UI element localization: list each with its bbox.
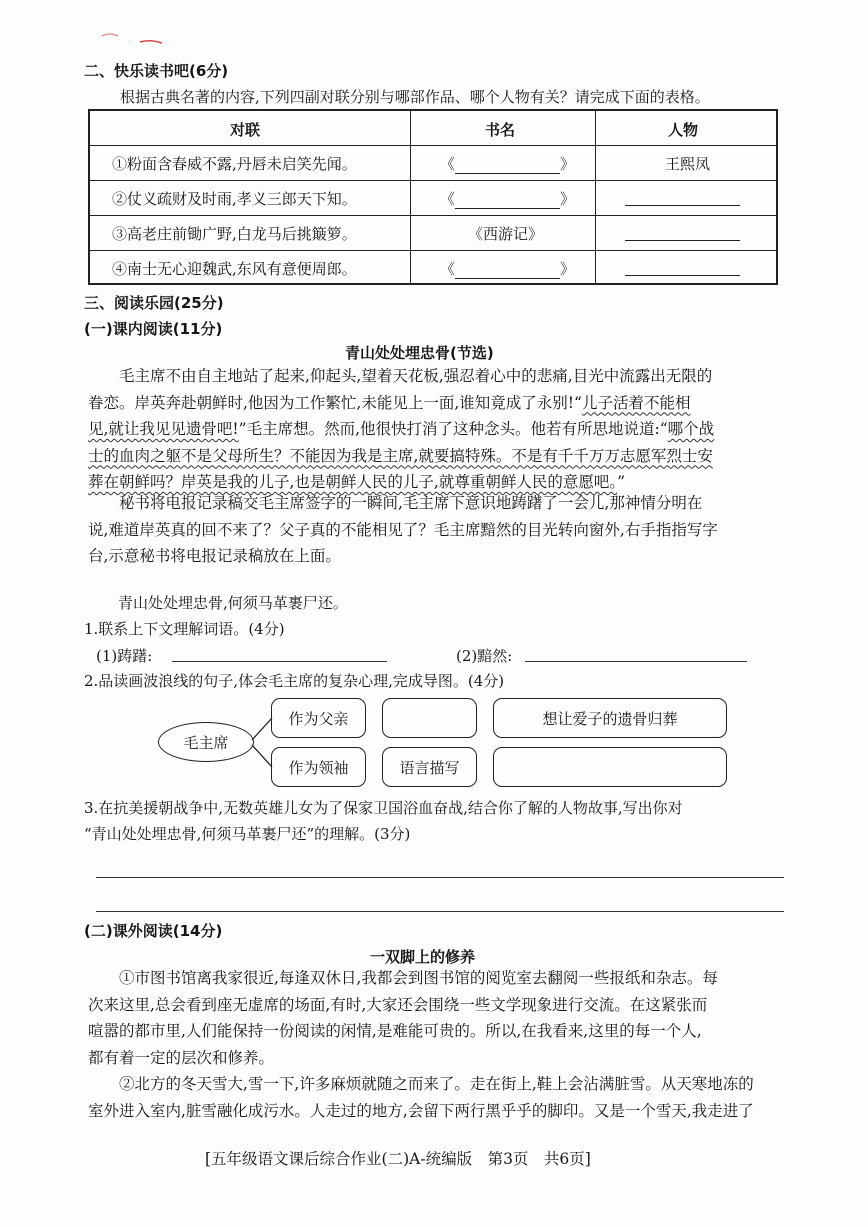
mind-map-blank-top[interactable] xyxy=(382,698,477,738)
passage-paragraph: ①市图书馆离我家很近,每逢双休日,我都会到图书馆的阅览室去翻阅一些报纸和杂志。每 次来这里,总会看到座无虚席的场面,有时,大家还会围绕一些文学现象进行交流。在这紧张而 喧嚣的都市里,人们能保持一份阅读的闲情,是难能可贵的。所以,在我看来,这里的每一个人, 都有着一定的层次和修养。 xyxy=(88,969,718,1067)
couplet-4: ④南士无心迎魏武,东风有意便周郎。 xyxy=(112,260,357,278)
mind-map-leader: 作为领袖 xyxy=(271,747,366,787)
section-heading: 三、阅读乐园(25分) xyxy=(84,294,224,312)
subsection-heading: (一)课内阅读(11分) xyxy=(84,320,223,338)
page-footer: [五年级语文课后综合作业(二)A-统编版 第3页 共6页] xyxy=(205,1150,591,1168)
question-2: 2.品读画波浪线的句子,体会毛主席的复杂心理,完成导图。(4分) xyxy=(84,672,505,690)
table-header-person: 人物 xyxy=(668,121,699,139)
table-header-couplet: 对联 xyxy=(230,121,261,139)
section-heading: 二、快乐读书吧(6分) xyxy=(84,62,229,80)
question-3: 3.在抗美援朝战争中,无数英雄儿女为了保家卫国浴血奋战,结合你了解的人物故事,写出你对 xyxy=(84,799,683,817)
mind-map-language: 语言描写 xyxy=(382,747,477,787)
person-1: 王熙凤 xyxy=(665,155,711,173)
q3-answer-line-1[interactable] xyxy=(96,877,784,878)
mind-map-wish: 想让爱子的遗骨归葬 xyxy=(493,698,727,738)
wavy-sentence: 哪个战 xyxy=(667,420,715,438)
mind-map-father: 作为父亲 xyxy=(271,698,366,738)
book-answer-1[interactable]: 《 》 xyxy=(440,155,576,173)
question-1: 1.联系上下文理解词语。(4分) xyxy=(84,620,285,638)
passage-title: 青山处处埋忠骨(节选) xyxy=(345,344,494,362)
couplet-3: ③高老庄前锄广野,白龙马后挑簸箩。 xyxy=(112,225,357,243)
book-3: 《西游记》 xyxy=(468,225,544,243)
wavy-sentence: 葬在朝鲜吗？岸英是我的儿子,也是朝鲜人民的儿子,就尊重朝鲜人民的意愿吧。 xyxy=(88,473,618,491)
passage-paragraph: ②北方的冬天雪大,雪一下,许多麻烦就随之而来了。走在街上,鞋上会沾满脏雪。从天寒地冻的 室外进入室内,脏雪融化成污水。人走过的地方,会留下两行黑乎乎的脚印。又是一个雪天,我走进了 xyxy=(88,1075,754,1120)
subsection-heading: (二)课外阅读(14分) xyxy=(84,922,223,940)
couplet-1: ①粉面含春威不露,丹唇未启笑先闻。 xyxy=(112,155,357,173)
wavy-sentence: 见,就让我见见遗骨吧! xyxy=(88,420,239,438)
instruction-text: 根据古典名著的内容,下列四副对联分别与哪部作品、哪个人物有关？请完成下面的表格。 xyxy=(120,88,710,106)
table-header-book: 书名 xyxy=(485,121,516,139)
wavy-sentence: 儿子活着不能相 xyxy=(581,393,691,412)
mind-map-center: 毛主席 xyxy=(158,722,254,762)
poem-line: 青山处处埋忠骨,何须马革裹尸还。 xyxy=(118,594,348,612)
book-answer-2[interactable]: 《 》 xyxy=(440,190,576,208)
q1-a-label: (1)踌躇: xyxy=(96,647,153,665)
wavy-sentence: 士的血肉之躯不是父母所生？不能因为我是主席,就要搞特殊。不是有千千万万志愿军烈士安 xyxy=(88,446,713,465)
couplet-2: ②仗义疏财及时雨,孝义三郎天下知。 xyxy=(112,190,357,208)
passage-paragraph: 秘书将电报记录稿交毛主席签字的一瞬间,毛主席下意识地踌躇了一会儿,那神情分明在 说,难道岸英真的回不来了？父子真的不能相见了？毛主席黯然的目光转向窗外,右手指指写字 台,示意秘书将电报记录稿放在上面。 xyxy=(88,494,718,565)
mind-map-blank-bottom[interactable] xyxy=(493,747,727,787)
question-3-cont: “青山处处埋忠骨,何须马革裹尸还”的理解。(3分) xyxy=(84,825,411,843)
book-answer-4[interactable]: 《 》 xyxy=(440,260,576,278)
q1-b-label: (2)黯然: xyxy=(456,647,513,665)
passage-title: 一双脚上的修养 xyxy=(370,948,476,966)
passage-paragraph: 毛主席不由自主地站了起来,仰起头,望着天花板,强忍着心中的悲痛,目光中流露出无限的 眷恋。岸英奔赴朝鲜时,他因为工作繁忙,未能见上一面,谁知竟成了永别!“儿子活着不能相 见,就让我见见遗骨吧!”毛主席想。然而,他很快打消了这种念头。他若有所思地说道:“哪个战 士的血肉之躯不是父母所生？不能因为我是主席,就要搞特殊。不是有千千万万志愿军烈士安 葬在朝鲜吗？岸英是我的儿子,也是朝鲜人民的儿子,就尊重朝鲜人民的意愿吧。” xyxy=(88,367,715,491)
q3-answer-line-2[interactable] xyxy=(96,911,784,912)
